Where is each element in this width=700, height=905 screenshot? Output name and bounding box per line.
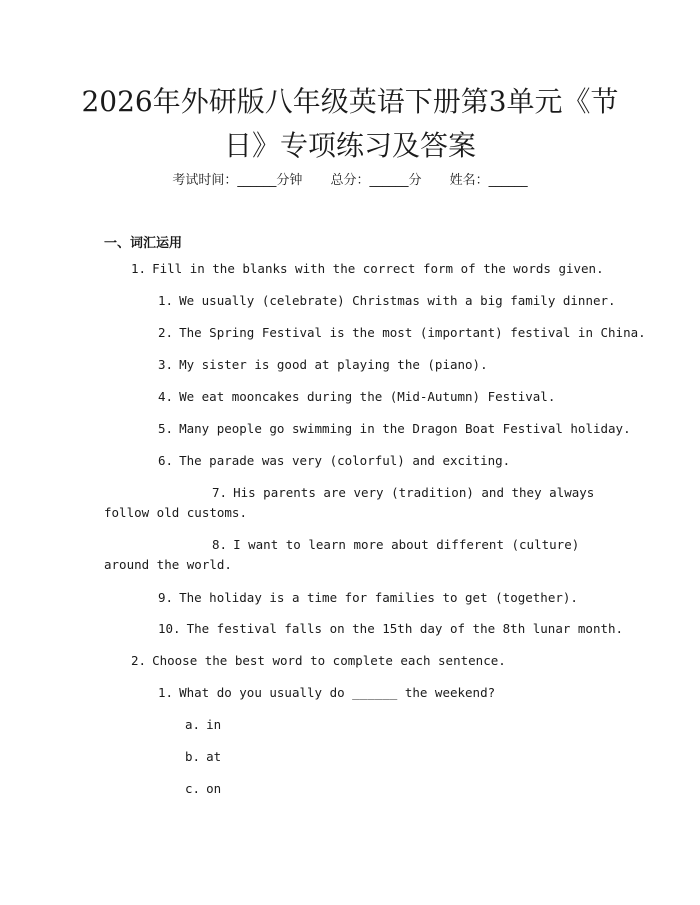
list-item [104,535,604,575]
question-1 [131,259,604,279]
question-number: 2. [131,653,147,668]
list-item [104,483,604,523]
list-item [158,451,603,471]
item-text: The festival falls on the 15th day of the 8th lunar month. [186,621,624,636]
item-number: 4. [158,389,174,404]
list-item [158,619,624,639]
question-2 [131,651,506,671]
item-number: 5. [158,421,174,436]
item-number: 9. [158,590,174,605]
question-text: Choose the best word to complete each sentence. [152,653,506,668]
answer-option [185,715,221,735]
option-letter: b. [185,749,201,764]
list-item [158,588,603,608]
item-text: The parade was very (colorful) and exciting. [179,453,511,468]
total-score-field: 总分：______分 [330,173,422,188]
item-number: 3. [158,357,174,372]
question-text: Fill in the blanks with the correct form of the words given. [152,261,604,276]
option-text: at [206,749,222,764]
list-item [158,291,616,311]
list-item [158,387,603,407]
list-item [158,355,603,375]
item-number: 10. [158,621,181,636]
item-text: What do you usually do ______ the weekend? [179,685,496,700]
option-letter: c. [185,781,201,796]
list-item [158,323,646,343]
answer-option [185,779,221,799]
item-text: Many people go swimming in the Dragon Boat Festival holiday. [179,421,631,436]
item-text: We usually (celebrate) Christmas with a big family dinner. [179,293,616,308]
item-number: 8. [212,537,228,552]
question-number: 1. [131,261,147,276]
option-text: in [206,717,222,732]
item-text: My sister is good at playing the (piano). [179,357,488,372]
exam-time-field: 考试时间：______分钟 [172,173,303,188]
option-text: on [206,781,222,796]
name-field: 姓名：______ [449,173,528,188]
document-title: 2026年外研版八年级英语下册第3单元《节日》专项练习及答案 [81,85,619,162]
list-item [158,683,603,703]
item-number: 1. [158,293,174,308]
item-number: 7. [212,485,228,500]
item-number: 1. [158,685,174,700]
answer-option [185,747,221,767]
item-text: The holiday is a time for families to get (together). [179,590,578,605]
item-number: 2. [158,325,174,340]
section-heading: 一、词汇运用 [104,236,183,251]
item-text: The Spring Festival is the most (important) festival in China. [179,325,646,340]
option-letter: a. [185,717,201,732]
item-text: We eat mooncakes during the (Mid-Autumn) Festival. [179,389,556,404]
list-item [158,419,631,439]
item-text: I want to learn more about different (culture) around the world. [104,537,580,572]
exam-info [0,169,700,188]
item-number: 6. [158,453,174,468]
item-text: His parents are very (tradition) and they always follow old customs. [104,485,595,520]
